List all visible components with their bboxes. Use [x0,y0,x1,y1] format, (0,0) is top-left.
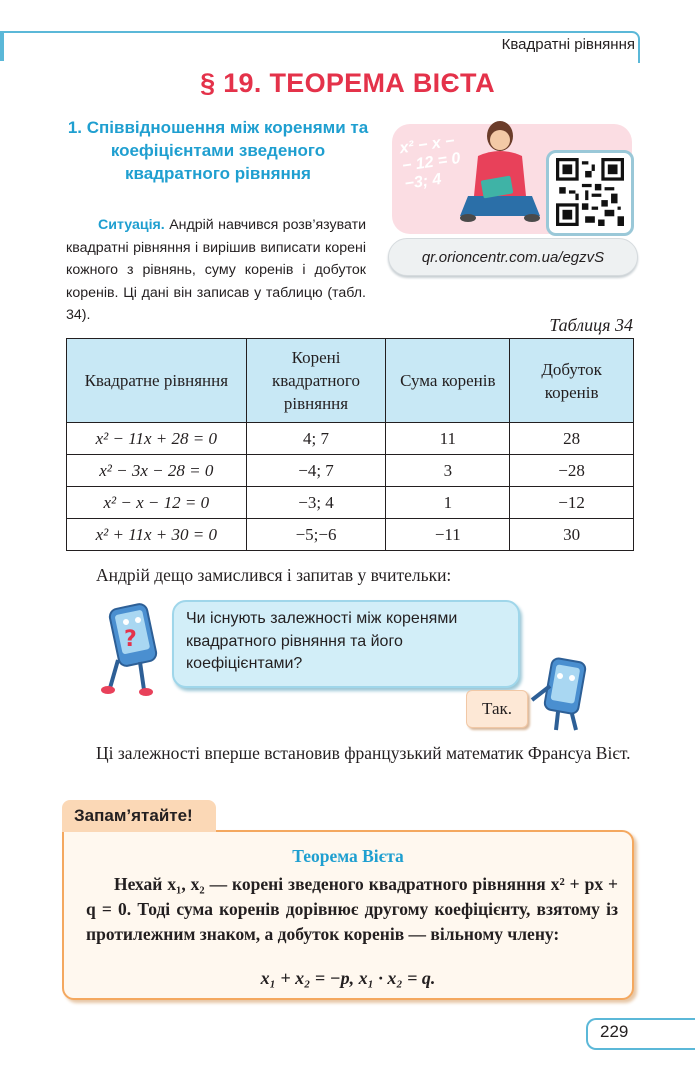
roots-table [66,338,634,551]
paragraph-question-intro: Андрій дещо замислився і запитав у вчительки: [96,565,452,585]
table-header-cell: Сума коренів [386,339,510,423]
running-head: Квадратні рівняння [501,36,635,53]
remember-tab: Запам’ятайте! [62,800,216,832]
subsection-title: 1. Співвідношення між коренями та коефіцієнтами зведеного квадратного рівняння [67,118,369,183]
table-cell-equation: x² − 11x + 28 = 0 [67,423,247,455]
phone-character-question-icon [100,600,166,696]
table-header-cell: Квадратне рівняння [67,339,247,423]
student-illustration-icon [448,116,548,226]
table-row [67,519,634,551]
question-bubble: Чи існують залежності між коренями квадратного рівняння та його коефіцієнтами? [172,600,520,688]
table-cell-sum: 3 [386,455,510,487]
theorem-formula: x₁ + x₂ = −p, x₁ · x₂ = q. [260,968,436,988]
table-cell-roots: −3; 4 [246,487,386,519]
board-line-3: −3; 4 [403,170,443,193]
svg-text:?: ? [124,627,137,652]
table-header-cell: Корені квадратного рівняння [246,339,386,423]
situation-text: Андрій навчився розв’язувати квадратні рівняння і вирішив виписати корені кожного з рівнянь, суму коренів і добуток коренів. Ці дані він записав у таблицю (табл. 34). [66,217,366,323]
qr-code-icon[interactable] [556,158,624,226]
table-cell-product: −12 [510,487,634,519]
phone-character-answer-icon [530,656,596,736]
table-cell-sum: −11 [386,519,510,551]
table-caption: Таблиця 34 [549,315,633,335]
table-cell-roots: −4; 7 [246,455,386,487]
table-header-row [67,339,634,423]
table-row [67,487,634,519]
table-cell-equation: x² − 3x − 28 = 0 [67,455,247,487]
table-cell-equation: x² + 11x + 30 = 0 [67,519,247,551]
board-line-2: − 12 = 0 [401,150,462,176]
answer-bubble: Так. [466,690,528,728]
table-row [67,423,634,455]
table-cell-roots: 4; 7 [246,423,386,455]
page-number: 229 [600,1022,629,1041]
situation-lead: Ситуація. [98,217,165,233]
board-line-1: x² − x − [398,132,456,158]
theorem-title: Теорема Вієта [292,846,404,866]
table-cell-equation: x² − x − 12 = 0 [67,487,247,519]
theorem-text [86,872,618,947]
table-cell-product: 30 [510,519,634,551]
qr-url-link[interactable]: qr.orioncentr.com.ua/egzvS [388,238,638,276]
section-title: § 19. ТЕОРЕМА ВІЄТА [200,68,495,98]
table-row [67,455,634,487]
table-cell-product: −28 [510,455,634,487]
table-cell-roots: −5;−6 [246,519,386,551]
table-header-cell: Добуток коренів [510,339,634,423]
situation-paragraph [66,214,366,327]
table-cell-sum: 1 [386,487,510,519]
table-cell-sum: 11 [386,423,510,455]
theorem-statement: Нехай x₁, x₂ — корені зведеного квадратного рівняння x² + px + q = 0. Тоді сума коренів дорівнює другому коефіцієнту, взятому із протилежним знаком, а добуток коренів — вільному члену: [86,874,618,944]
table-cell-product: 28 [510,423,634,455]
paragraph-viete: Ці залежності вперше встановив французький математик Франсуа Вієт. [96,743,631,763]
